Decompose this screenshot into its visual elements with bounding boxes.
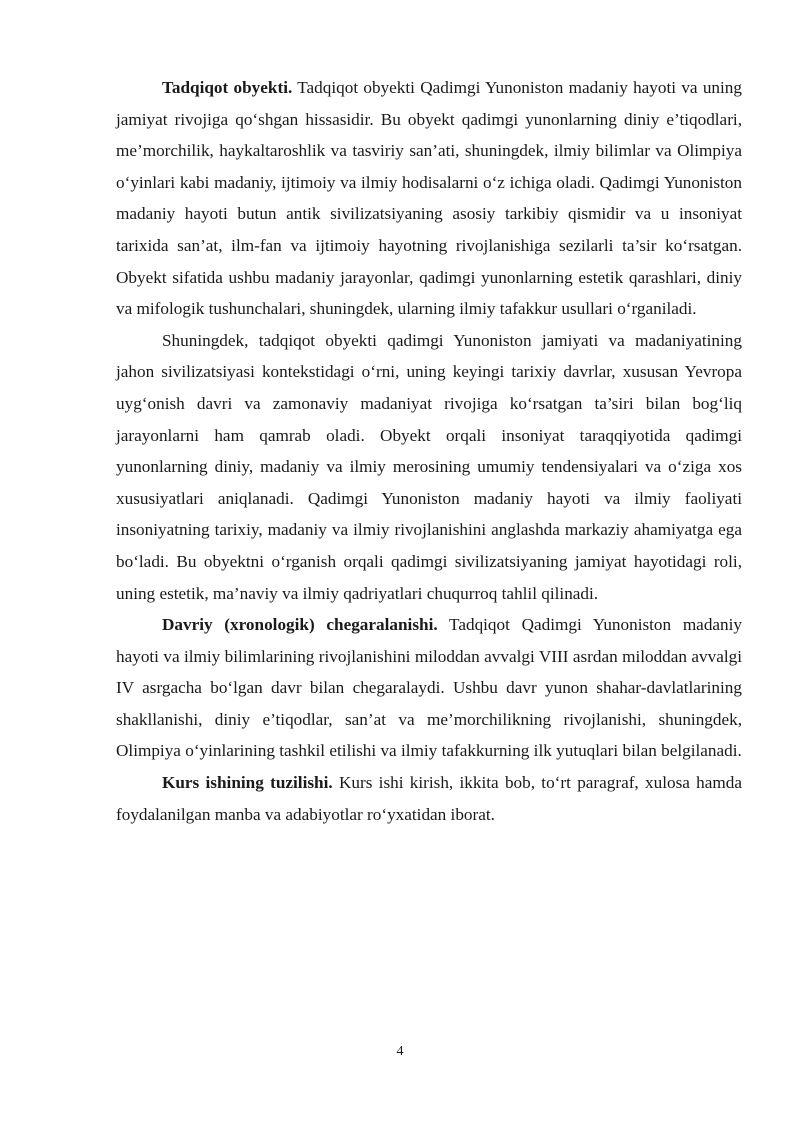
- heading-research-object: Tadqiqot obyekti.: [162, 78, 293, 97]
- heading-course-structure: Kurs ishining tuzilishi.: [162, 773, 333, 793]
- paragraph-text: Tadqiqot obyekti Qadimgi Yunoniston madaniy hayoti va uning jamiyat rivojiga qo‘shgan hissasidir. Bu obyekt qadimgi yunonlarning diniy e’tiqodlari, me’morchilik, haykaltaroshlik va tasviriy san’ati, shuningdek, ilmiy bilimlar va Olimpiya o‘yinlari kabi madaniy, ijtimoiy va ilmiy hodisalarni o‘z ichiga oladi. Qadimgi Yunoniston madaniy hayoti butun antik sivilizatsiyaning asosiy tarkibiy qismidir va u insoniyat tarixida san’at, ilm-fan va ijtimoiy hayotning rivojlanishiga sezilarli ta’sir ko‘rsatgan. Obyekt sifatida ushbu madaniy jarayonlar, qadimgi yunonlarning estetik qarashlari, diniy va mifologik tushunchalari, shuningdek, ularning ilmiy tafakkur usullari o‘rganiladi.: [116, 78, 742, 319]
- paragraph-text: Kurs ishi kirish, ikkita bob, to‘rt paragraf, xulosa hamda foydalanilgan manba va adabiyotlar ro‘yxatidan iborat.: [116, 773, 742, 824]
- paragraph-text: Shuningdek, tadqiqot obyekti qadimgi Yunoniston jamiyati va madaniyatining jahon sivilizatsiyasi kontekstidagi o‘rni, uning keyingi tarixiy davrlar, xususan Yevropa uyg‘onish davri va zamonaviy madaniyat rivojiga ko‘rsatgan ta’siri bilan bog‘liq jarayonlarni ham qamrab oladi. Obyekt orqali insoniyat taraqqiyotida qadimgi yunonlarning diniy, madaniy va ilmiy merosining umumiy tendensiyalari va o‘ziga xos xususiyatlari aniqlanadi. Qadimgi Yunoniston madaniy hayoti va ilmiy faoliyati insoniyatning tarixiy, madaniy va ilmiy rivojlanishini anglashda markaziy ahamiyatga ega bo‘ladi. Bu obyektni o‘rganish orqali qadimgi sivilizatsiyaning jamiyat hayotidagi roli, uning estetik, ma’naviy va ilmiy qadriyatlari chuqurroq tahlil qilinadi.: [116, 330, 742, 603]
- paragraph-chronological-limits: [116, 609, 742, 767]
- heading-chronological-limits: Davriy (xronologik) chegaralanishi.: [162, 615, 438, 635]
- paragraph-text: Tadqiqot Qadimgi Yunoniston madaniy hayoti va ilmiy bilimlarining rivojlanishini miloddan avvalgi VIII asrdan miloddan avvalgi IV asrgacha bo‘lgan davr bilan chegaralaydi. Ushbu davr yunon shahar-davlatlarining shakllanishi, diniy e’tiqodlar, san’at va me’morchilikning rivojlanishi, shuningdek, Olimpiya o‘yinlarining tashkil etilishi va ilmiy tafakkurning ilk yutuqlari bilan belgilanadi.: [116, 615, 742, 761]
- page-number: 4: [396, 1044, 404, 1059]
- paragraph-research-object: [116, 72, 742, 325]
- paragraph-research-object-continued: [116, 325, 742, 609]
- page-body: [116, 72, 742, 830]
- paragraph-course-structure: [116, 767, 742, 830]
